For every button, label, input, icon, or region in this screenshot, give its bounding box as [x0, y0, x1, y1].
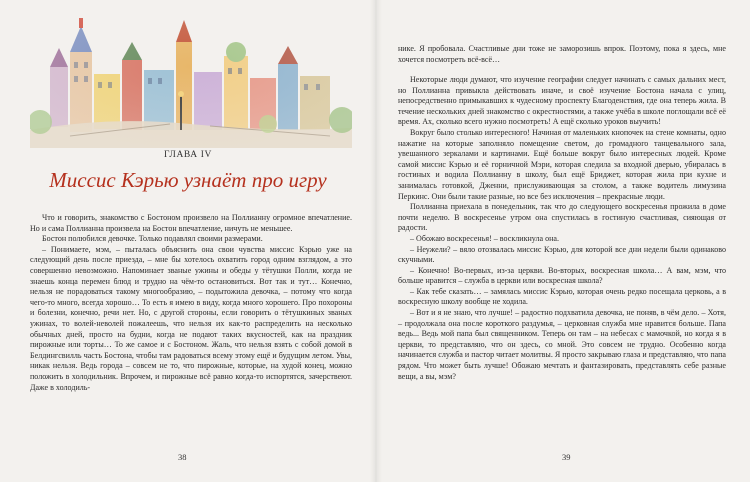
page-number-left: 38: [178, 452, 187, 462]
page-number-right: 39: [562, 452, 571, 462]
right-page-continuation: [398, 44, 726, 65]
paragraph: нике. Я пробовала. Счастливые дни тоже не заморозишь впрок. Поэтому, пока я здесь, мне хочется посмотреть всё-всё…: [398, 44, 726, 64]
paragraph: Что и говорить, знакомство с Бостоном произвело на Поллианну огромное впечатление. Но и сама Поллианна произвела на Бостон впечатление, ничуть не меньшее.: [30, 213, 352, 233]
chapter-label: ГЛАВА IV: [164, 150, 212, 160]
paragraph: – Конечно! Во-первых, из-за церкви. Во-вторых, воскресная школа… А вам, мэм, что больше нравится – служба в церкви или воскресная школа?: [398, 265, 726, 286]
paragraph: Вокруг было столько интересного! Начиная от маленьких кнопочек на стене комнаты, одно нажатие на которые заполняло помещение светом, до громадного танцевального зала, увешанного зеркалами и картинами. Ещё больше вокруг было интересных людей. Кроме самой миссис Кэрью и её горничной Мэри, которая следила за входной дверью, убиралась в гостиных и водила Поллианну в школу, был ещё Бриджет, которая жила при кухне и занималась готовкой, Дженни, прислуживающая за столом, а также водитель лимузина Перкинс. Они были такие разные, но все без исключения – прекрасные люди.: [398, 127, 726, 201]
paragraph: – Как тебе сказать… – замялась миссис Кэрью, которая очень редко посещала церковь, а в воскресную школу вообще не ходила.: [398, 286, 726, 307]
paragraph: Некоторые люди думают, что изучение географии следует начинать с самых дальних мест, но Поллианна привыкла действовать иначе, и своё изучение Бостона начала с улиц, непосредственно примыкавших к чудесному проспекту Благоденствия, где она теперь жила. В течение нескольких дней знакомство с окрестностями, а также учёба в школе поглощали всё её время. Ах, сколько всего нужно посмотреть! А ещё сколько уроков выучить!: [398, 75, 726, 127]
left-page-text: [30, 213, 352, 393]
chapter-title: Миссис Кэрью узнаёт про игру: [49, 168, 327, 192]
paragraph: – Обожаю воскресенья! – воскликнула она.: [410, 233, 559, 243]
paragraph: – Понимаете, мэм, – пыталась объяснить она свои чувства миссис Кэрью уже на следующий день после приезда, – мне бы хотелось охватить город одним взглядом, а это совершенно невозможно. Напоминает званые ужины и обеды у тётушки Полли, когда не знаешь конца перемен блюд и трудно на чём-то остановиться. Вот так и тут… Конечно, нельзя не порадоваться такому многообразию, – подытожила девочка, – потому что когда чего-то много, всегда хорошо… То есть я имею в виду, когда много хорошего. Про похороны и болезни, конечно, речи нет. Но, с другой стороны, если говорить о тётушкиных званых ужинах, то волей-неволей пожалеешь, что нельзя их как-то распределить на несколько обычных дней, просто на будни, когда не подают таких вкусностей, как на праздник пирожные или торты… То же самое и с Бостоном. Жаль, что нельзя взять с собой домой в Белдингсвилль часть Бостона, чтобы там радоваться всему этому ещё и будущим летом. Увы, никак нельзя. Ведь города – совсем не то, что пирожные, которые, на худой конец, можно положить в холодильник. Впрочем, и пирожные всё равно когда-то испортятся, зачерствеют. Даже в холодиль-: [30, 244, 352, 392]
book-gutter: [370, 0, 382, 482]
paragraph: – Вот и я не знаю, что лучше! – радостно подхватила девочка, не поняв, в чём дело. – Хотя, – продолжала она после короткого раздумья, – церковная служба мне нравится больше. Папа ведь... Ведь мой папа был священником. Теперь он там – на небесах с мамочкой, но когда я в церкви, то представляю, что он здесь, со мной. Это совсем не трудно. Особенно когда начинается служба и пастор читает молитвы. Я просто закрываю глаза и представляю, что папа рядом. Что может быть лучше! Обожаю мечтать и фантазировать, представлять себе разные вещи, а вы, мэм?: [398, 308, 726, 381]
right-page-text: [398, 75, 726, 382]
right-page: [376, 0, 750, 482]
paragraph: Бостон полюбился девочке. Только подавлял своими размерами.: [42, 234, 263, 244]
paragraph: – Неужели? – вяло отозвалась миссис Кэрью, для которой все дни недели были одинаково скучными.: [398, 244, 726, 265]
city-watercolor-illustration: [30, 12, 352, 148]
paragraph: Поллианна приехала в понедельник, так что до следующего воскресенья прожила в доме почти неделю. В воскресенье утром она спустилась в гостиную счастливая, сияющая от радости.: [398, 202, 726, 233]
